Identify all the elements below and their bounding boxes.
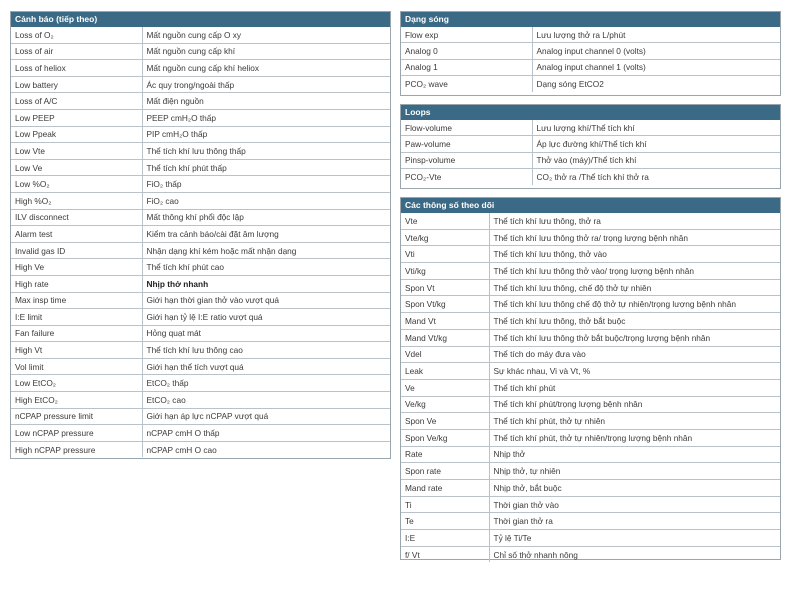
table-row — [401, 329, 780, 346]
row-description: Thể tích khí lưu thông, thở bắt buộc — [489, 313, 780, 330]
table-row — [11, 242, 390, 259]
monitored-parameters-title: Các thông số theo dõi — [401, 198, 780, 213]
table-row — [401, 396, 780, 413]
row-term: PCO₂-Vte — [401, 169, 532, 185]
table-row — [11, 43, 390, 60]
row-description: Thể tích khí lưu thông thấp — [142, 143, 390, 160]
row-term: Analog 0 — [401, 43, 532, 59]
row-term: High rate — [11, 275, 142, 292]
row-description: Thể tích khí lưu thông cao — [142, 342, 390, 359]
table-row — [11, 358, 390, 375]
table-row — [11, 275, 390, 292]
row-term: Low Ve — [11, 159, 142, 176]
row-description: Nhịp thở nhanh — [142, 275, 390, 292]
row-description: Thể tích khí phút, thở tự nhiên/trọng lượng bệnh nhân — [489, 429, 780, 446]
table-row — [401, 43, 780, 59]
row-description: Thời gian thở ra — [489, 513, 780, 530]
row-term: f/ Vt — [401, 546, 489, 562]
row-description: Mất nguồn cung cấp khí heliox — [142, 60, 390, 77]
row-term: I:E limit — [11, 309, 142, 326]
row-description: Thể tích khí phút — [489, 379, 780, 396]
row-term: Spon rate — [401, 463, 489, 480]
row-description: Mất thông khí phổi độc lập — [142, 209, 390, 226]
row-term: Pinsp-volume — [401, 152, 532, 168]
row-description: Thể tích khí phút, thở tự nhiên — [489, 413, 780, 430]
table-row — [11, 76, 390, 93]
row-term: Mand Vt — [401, 313, 489, 330]
row-description: EtCO₂ cao — [142, 392, 390, 409]
row-term: Low PEEP — [11, 109, 142, 126]
table-row — [11, 60, 390, 77]
row-description: Nhịp thở — [489, 446, 780, 463]
row-term: Loss of air — [11, 43, 142, 60]
table-row — [11, 159, 390, 176]
row-description: Thể tích khí phút thấp — [142, 159, 390, 176]
loops-table — [400, 104, 781, 189]
row-term: Max insp time — [11, 292, 142, 309]
row-description: Thể tích do máy đưa vào — [489, 346, 780, 363]
row-term: High %O₂ — [11, 192, 142, 209]
table-row — [401, 296, 780, 313]
row-description: Lưu lượng khí/Thể tích khí — [532, 120, 780, 136]
table-row — [11, 309, 390, 326]
row-description: PEEP cmH₂O thấp — [142, 109, 390, 126]
table-row — [401, 546, 780, 562]
row-term: Paw-volume — [401, 136, 532, 152]
row-term: I:E — [401, 530, 489, 547]
row-term: Leak — [401, 363, 489, 380]
row-term: ILV disconnect — [11, 209, 142, 226]
row-description: nCPAP cmH O thấp — [142, 425, 390, 442]
row-description: Ác quy trong/ngoài thấp — [142, 76, 390, 93]
row-term: Loss of A/C — [11, 93, 142, 110]
table-row — [11, 93, 390, 110]
row-term: Low Ppeak — [11, 126, 142, 143]
table-row — [11, 259, 390, 276]
table-row — [401, 363, 780, 380]
row-term: Loss of O₂ — [11, 27, 142, 43]
table-row — [11, 192, 390, 209]
table-row — [401, 169, 780, 185]
table-row — [11, 292, 390, 309]
row-description: Giới hạn tỷ lệ I:E ratio vượt quá — [142, 309, 390, 326]
table-row — [401, 213, 780, 229]
table-row — [401, 513, 780, 530]
table-row — [401, 120, 780, 136]
table-row — [401, 279, 780, 296]
table-row — [401, 152, 780, 168]
row-description: Kiểm tra cảnh báo/cài đặt âm lượng — [142, 226, 390, 243]
row-description: Dạng sóng EtCO2 — [536, 78, 604, 89]
row-description: Tỷ lệ Ti/Te — [489, 530, 780, 547]
row-description: Lưu lượng thở ra L/phút — [532, 27, 780, 43]
table-row — [11, 27, 390, 43]
row-term: Ve — [401, 379, 489, 396]
table-row — [11, 408, 390, 425]
table-row — [401, 530, 780, 547]
table-row — [401, 263, 780, 280]
row-description: CO₂ thở ra /Thể tích khí thở ra — [536, 171, 649, 182]
row-term: Mand rate — [401, 480, 489, 497]
row-description: Thể tích khí lưu thông, chế độ thở tự nhiên — [489, 279, 780, 296]
row-term: Rate — [401, 446, 489, 463]
table-row — [11, 425, 390, 442]
row-term: Low nCPAP pressure — [11, 425, 142, 442]
row-term: nCPAP pressure limit — [11, 408, 142, 425]
table-row — [11, 342, 390, 359]
row-description: Giới hạn thời gian thở vào vượt quá — [142, 292, 390, 309]
row-term: Vti/kg — [401, 263, 489, 280]
row-description: FiO₂ cao — [142, 192, 390, 209]
row-term: Te — [401, 513, 489, 530]
row-description: Analog input channel 1 (volts) — [532, 59, 780, 75]
table-row — [11, 209, 390, 226]
table-row — [11, 109, 390, 126]
row-description: Thể tích khí lưu thông, thở vào — [489, 246, 780, 263]
row-description: Giới hạn thể tích vượt quá — [142, 358, 390, 375]
row-term: Loss of heliox — [11, 60, 142, 77]
row-description: EtCO₂ thấp — [142, 375, 390, 392]
row-term: Invalid gas ID — [11, 242, 142, 259]
waveforms-table — [400, 11, 781, 96]
row-term: Analog 1 — [401, 59, 532, 75]
row-term: Alarm test — [11, 226, 142, 243]
table-row — [11, 176, 390, 193]
row-term: Flow-volume — [401, 120, 532, 136]
table-row — [401, 346, 780, 363]
row-term: Spon Ve — [401, 413, 489, 430]
row-term: Low Vte — [11, 143, 142, 160]
row-description: Thể tích khí lưu thông thở bắt buộc/trọng lượng bệnh nhân — [489, 329, 780, 346]
waveforms-table-title: Dạng sóng — [401, 12, 780, 27]
row-term: Spon Vt/kg — [401, 296, 489, 313]
row-description: Chỉ số thở nhanh nông — [493, 549, 578, 560]
row-description: Áp lực đường khí/Thể tích khí — [532, 136, 780, 152]
row-term: Vdel — [401, 346, 489, 363]
row-term: Mand Vt/kg — [401, 329, 489, 346]
row-term: Low EtCO₂ — [11, 375, 142, 392]
row-description: Mất nguồn cung cấp khí — [142, 43, 390, 60]
table-row — [401, 379, 780, 396]
monitored-parameters-table — [400, 197, 781, 560]
table-row — [401, 313, 780, 330]
table-row — [11, 441, 390, 457]
row-term: PCO₂ wave — [401, 76, 532, 92]
row-term: High Ve — [11, 259, 142, 276]
row-description: Thời gian thở vào — [489, 496, 780, 513]
table-row — [401, 59, 780, 75]
row-term: High nCPAP pressure — [11, 441, 142, 457]
row-description: Thể tích khí phút/trọng lượng bệnh nhân — [489, 396, 780, 413]
table-row — [401, 27, 780, 43]
row-description: Nhịp thở, bắt buộc — [489, 480, 780, 497]
row-term: Vti — [401, 246, 489, 263]
row-term: Vol limit — [11, 358, 142, 375]
row-description: PIP cmH₂O thấp — [142, 126, 390, 143]
row-description: Hỏng quạt mát — [142, 325, 390, 342]
row-term: Ti — [401, 496, 489, 513]
table-row — [401, 229, 780, 246]
row-description: Thở vào (máy)/Thể tích khí — [532, 152, 780, 168]
row-description: Thể tích khí lưu thông thở ra/ trọng lượng bệnh nhân — [489, 229, 780, 246]
table-row — [401, 429, 780, 446]
row-description: Analog input channel 0 (volts) — [532, 43, 780, 59]
row-term: Spon Ve/kg — [401, 429, 489, 446]
table-row — [11, 143, 390, 160]
row-description: Mất điện nguồn — [142, 93, 390, 110]
table-row — [11, 392, 390, 409]
alarms-table — [10, 11, 391, 459]
row-term: Fan failure — [11, 325, 142, 342]
row-term: High Vt — [11, 342, 142, 359]
table-row — [401, 413, 780, 430]
row-term: Ve/kg — [401, 396, 489, 413]
row-description: nCPAP cmH O cao — [146, 444, 217, 455]
row-description: Mất nguồn cung cấp O xy — [142, 27, 390, 43]
table-row — [401, 496, 780, 513]
row-term: Vte — [401, 213, 489, 229]
table-row — [401, 246, 780, 263]
row-description: FiO₂ thấp — [142, 176, 390, 193]
row-description: Thể tích khí lưu thông, thở ra — [489, 213, 780, 229]
table-row — [11, 325, 390, 342]
row-description: Sự khác nhau, Vi và Vt, % — [489, 363, 780, 380]
row-term: Low battery — [11, 76, 142, 93]
alarms-table-title: Cảnh báo (tiếp theo) — [11, 12, 390, 27]
table-row — [11, 226, 390, 243]
table-row — [401, 76, 780, 92]
row-term: Flow exp — [401, 27, 532, 43]
loops-table-title: Loops — [401, 105, 780, 120]
table-row — [401, 480, 780, 497]
table-row — [11, 375, 390, 392]
row-description: Thể tích khí lưu thông thở vào/ trọng lượng bệnh nhân — [489, 263, 780, 280]
row-description: Thể tích khí phút cao — [142, 259, 390, 276]
row-term: Vte/kg — [401, 229, 489, 246]
row-description: Nhịp thở, tự nhiên — [489, 463, 780, 480]
row-description: Thể tích khí lưu thông chế độ thở tự nhiên/trọng lượng bệnh nhân — [489, 296, 780, 313]
row-description: Nhận dạng khí kém hoặc mất nhận dạng — [142, 242, 390, 259]
table-row — [401, 446, 780, 463]
row-term: High EtCO₂ — [11, 392, 142, 409]
row-term: Spon Vt — [401, 279, 489, 296]
table-row — [401, 463, 780, 480]
row-term: Low %O₂ — [11, 176, 142, 193]
table-row — [11, 126, 390, 143]
table-row — [401, 136, 780, 152]
row-description: Giới hạn áp lực nCPAP vượt quá — [142, 408, 390, 425]
